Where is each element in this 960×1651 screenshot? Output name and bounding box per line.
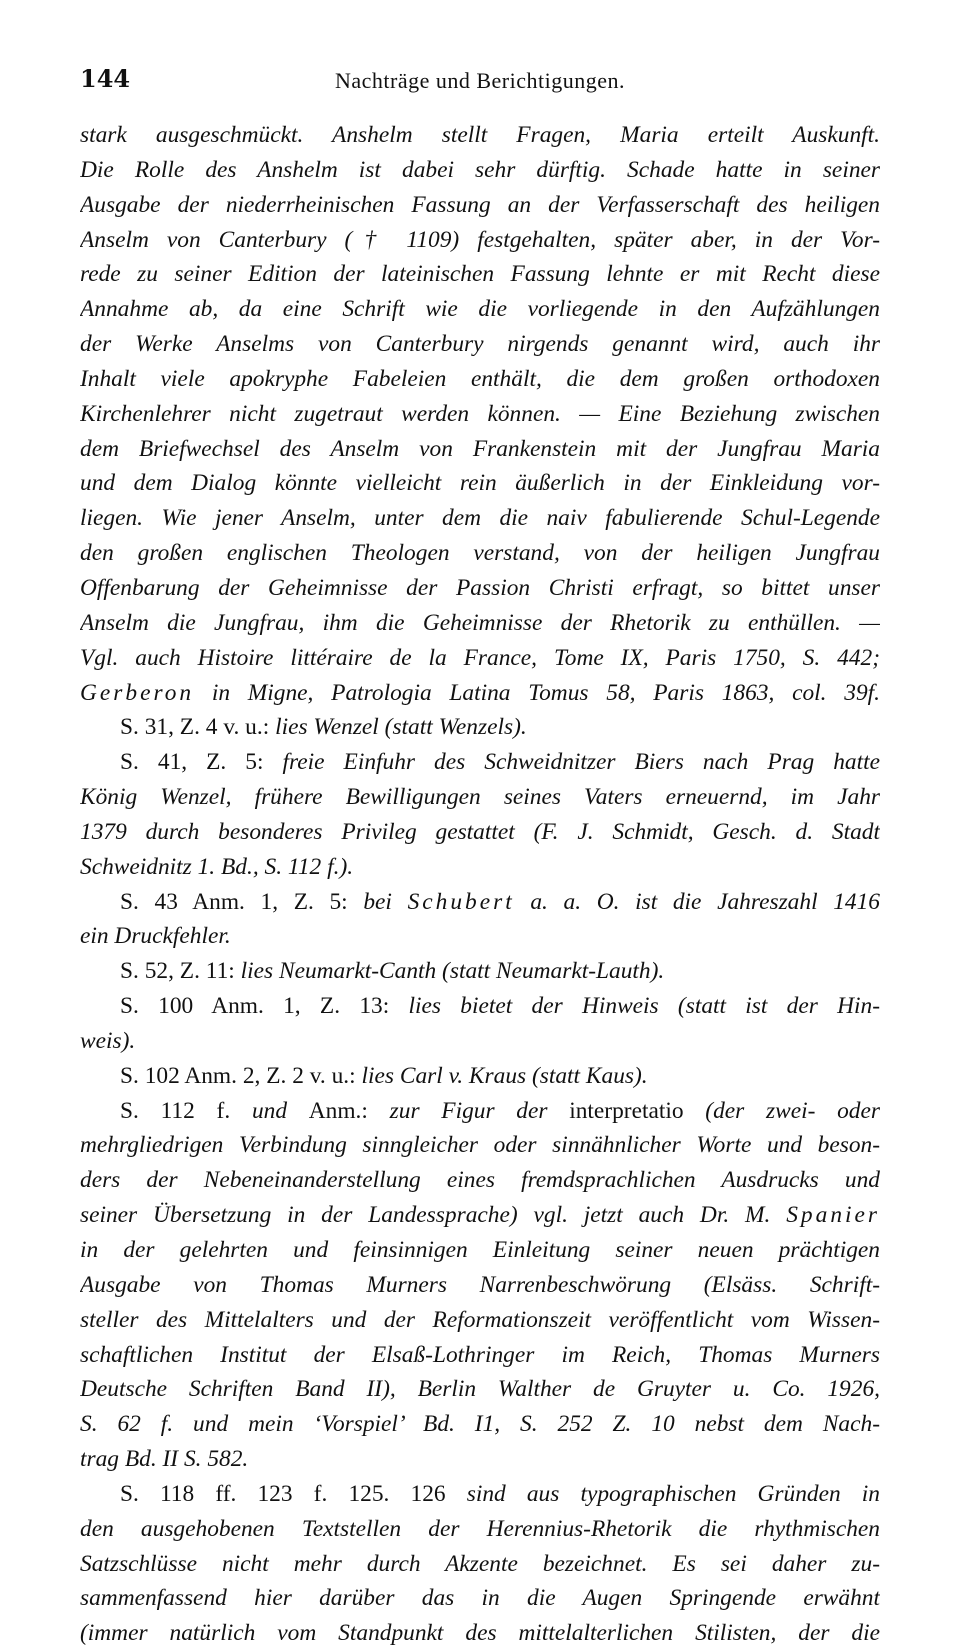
text-segment: S. 118 ff. 123 f. 125. 126 <box>120 1480 467 1507</box>
text-line <box>80 780 880 815</box>
text-segment: ein Druckfehler. <box>80 923 231 950</box>
text-line <box>80 1512 880 1547</box>
text-segment: (der zwei- oder <box>683 1097 880 1124</box>
text-line <box>80 919 880 954</box>
text-line <box>80 571 880 606</box>
text-line <box>80 188 880 223</box>
text-line <box>80 1581 880 1616</box>
text-line <box>80 815 880 850</box>
text-line <box>80 1407 880 1442</box>
text-segment: liegen. Wie jener Anselm, unter dem die naiv fabulierende Schul-Legende <box>80 505 880 532</box>
text-segment: S. 100 Anm. 1, Z. 13: <box>120 993 409 1020</box>
text-line <box>80 501 880 536</box>
text-line <box>80 676 880 711</box>
body-text <box>80 118 880 1651</box>
text-segment: trag Bd. II S. 582. <box>80 1446 249 1473</box>
text-segment: mehrgliedrigen Verbindung sinngleicher oder sinnähnlicher Worte und beson- <box>80 1132 880 1159</box>
text-segment: lies Neumarkt-Canth (statt Neumarkt-Lauth). <box>240 958 665 985</box>
text-segment: Inhalt viele apokryphe Fabeleien enthält, die dem großen orthodoxen <box>80 365 880 392</box>
text-line <box>80 362 880 397</box>
text-segment: der Werke Anselms von Canterbury nirgends genannt wird, auch ihr <box>80 331 880 358</box>
text-segment: S. 102 Anm. 2, Z. 2 v. u.: <box>120 1062 362 1089</box>
text-line <box>80 1616 880 1651</box>
text-segment: freie Einfuhr des Schweidnitzer Biers nach Prag hatte <box>282 749 880 776</box>
text-segment: Ausgabe der niederrheinischen Fassung an der Verfasserschaft des heiligen <box>80 191 880 218</box>
text-line <box>80 641 880 676</box>
text-segment: den ausgehobenen Textstellen der Herennius-Rhetorik die rhythmischen <box>80 1515 880 1542</box>
text-segment: steller des Mittelalters und der Reformationszeit veröffentlicht vom Wissen- <box>80 1306 880 1333</box>
text-line <box>80 432 880 467</box>
text-segment: Ausgabe von Thomas Murners Narrenbeschwörung (Elsäss. Schrift- <box>80 1271 880 1298</box>
text-segment: interpretatio <box>569 1097 684 1124</box>
text-segment: a. a. O. ist die Jahreszahl 1416 <box>514 888 880 915</box>
text-line <box>80 1338 880 1373</box>
text-segment: Annahme ab, da eine Schrift wie die vorliegende in den Aufzählungen <box>80 296 880 323</box>
text-line <box>80 118 880 153</box>
text-segment: Offenbarung der Geheimnisse der Passion Christi erfragt, so bittet unser <box>80 574 880 601</box>
page-header <box>80 64 880 104</box>
text-line <box>80 1163 880 1198</box>
text-segment: schaftlichen Institut der Elsaß-Lothringer im Reich, Thomas Murners <box>80 1341 880 1368</box>
text-segment: Kirchenlehrer nicht zugetraut werden können. — Eine Beziehung zwischen <box>80 400 880 427</box>
text-segment: zur Figur der <box>389 1097 570 1124</box>
text-segment: S. 43 Anm. 1, Z. 5: <box>120 888 364 915</box>
text-segment: 1379 durch besonderes Privileg gestattet (F. J. Schmidt, Gesch. d. Stadt <box>80 818 880 845</box>
text-line <box>80 153 880 188</box>
text-segment: Schubert <box>407 888 515 915</box>
text-line <box>80 466 880 501</box>
text-segment: König Wenzel, frühere Bewilligungen seines Vaters erneuernd, im Jahr <box>80 784 880 811</box>
text-line <box>80 292 880 327</box>
text-line <box>80 1303 880 1338</box>
text-segment: Schweidnitz 1. Bd., S. 112 f.). <box>80 853 354 880</box>
text-segment: S. 62 f. und mein ‘Vorspiel’ Bd. I1, S. 252 Z. 10 nebst dem Nach- <box>80 1411 880 1438</box>
text-segment: S. 41, Z. 5: <box>120 749 283 776</box>
text-line <box>80 606 880 641</box>
text-segment: (immer natürlich vom Standpunkt des mittelalterlichen Stilisten, der die <box>80 1620 880 1647</box>
text-segment: lies bietet der Hinweis (statt ist der Hin- <box>408 993 880 1020</box>
text-line <box>80 536 880 571</box>
text-line <box>80 850 880 885</box>
text-line <box>80 1268 880 1303</box>
text-line <box>80 1372 880 1407</box>
text-segment: seiner Übersetzung in der Landessprache) vgl. jetzt auch Dr. M. <box>80 1202 787 1229</box>
text-segment: Deutsche Schriften Band II), Berlin Walther de Gruyter u. Co. 1926, <box>80 1376 880 1403</box>
text-segment: Anselm die Jungfrau, ihm die Geheimnisse der Rhetorik zu enthüllen. — <box>80 609 880 636</box>
text-line <box>80 1059 880 1094</box>
text-line <box>80 1128 880 1163</box>
text-segment: Vgl. auch Histoire littéraire de la France, Tome IX, Paris 1750, S. 442; <box>80 644 880 671</box>
page-number: 144 <box>80 64 131 93</box>
text-segment: bei <box>363 888 408 915</box>
text-line <box>80 1442 880 1477</box>
text-segment: und <box>251 1097 309 1124</box>
text-line <box>80 1094 880 1129</box>
text-segment: lies Carl v. Kraus (statt Kaus). <box>361 1062 648 1089</box>
text-segment: S. 31, Z. 4 v. u.: <box>120 714 276 741</box>
text-segment: Anm.: <box>308 1097 390 1124</box>
text-line <box>80 257 880 292</box>
running-head: Nachträge und Berichtigungen. <box>334 68 625 93</box>
text-segment: lies Wenzel (statt Wenzels). <box>275 714 527 741</box>
text-line <box>80 1477 880 1512</box>
text-segment: weis). <box>80 1027 136 1054</box>
text-line <box>80 745 880 780</box>
text-segment: Anselm von Canterbury († 1109) festgehalten, später aber, in der Vor- <box>80 226 880 253</box>
text-segment: Gerberon <box>80 679 195 706</box>
text-segment: in Migne, Patrologia Latina Tomus 58, Paris 1863, col. 39f. <box>194 679 880 706</box>
text-segment: sind aus typographischen Gründen in <box>466 1480 880 1507</box>
text-segment: Satzschlüsse nicht mehr durch Akzente bezeichnet. Es sei daher zu- <box>80 1550 880 1577</box>
text-line <box>80 1233 880 1268</box>
text-line <box>80 989 880 1024</box>
text-segment: sammenfassend hier darüber das in die Augen Springende erwähnt <box>80 1585 880 1612</box>
text-line <box>80 710 880 745</box>
text-segment: S. 52, Z. 11: <box>120 958 241 985</box>
text-segment: Die Rolle des Anshelm ist dabei sehr dürftig. Schade hatte in seiner <box>80 156 880 183</box>
text-segment: dem Briefwechsel des Anselm von Frankenstein mit der Jungfrau Maria <box>80 435 880 462</box>
text-segment: S. 112 f. <box>120 1097 252 1124</box>
text-line <box>80 397 880 432</box>
text-segment: rede zu seiner Edition der lateinischen Fassung lehnte er mit Recht diese <box>80 261 880 288</box>
text-segment: in der gelehrten und feinsinnigen Einleitung seiner neuen prächtigen <box>80 1237 880 1263</box>
text-line <box>80 327 880 362</box>
text-line <box>80 1024 880 1059</box>
text-line <box>80 954 880 989</box>
text-segment: stark ausgeschmückt. Anshelm stellt Fragen, Maria erteilt Auskunft. <box>80 122 880 148</box>
text-segment: Spanier <box>786 1202 880 1229</box>
text-line <box>80 1198 880 1233</box>
text-segment: ders der Nebeneinanderstellung eines fremdsprachlichen Ausdrucks und <box>80 1167 880 1194</box>
text-line <box>80 223 880 258</box>
text-segment: und dem Dialog könnte vielleicht rein äußerlich in der Einkleidung vor- <box>80 470 880 497</box>
text-line <box>80 1547 880 1582</box>
text-segment: den großen englischen Theologen verstand, von der heiligen Jungfrau <box>80 540 880 567</box>
text-line <box>80 885 880 920</box>
